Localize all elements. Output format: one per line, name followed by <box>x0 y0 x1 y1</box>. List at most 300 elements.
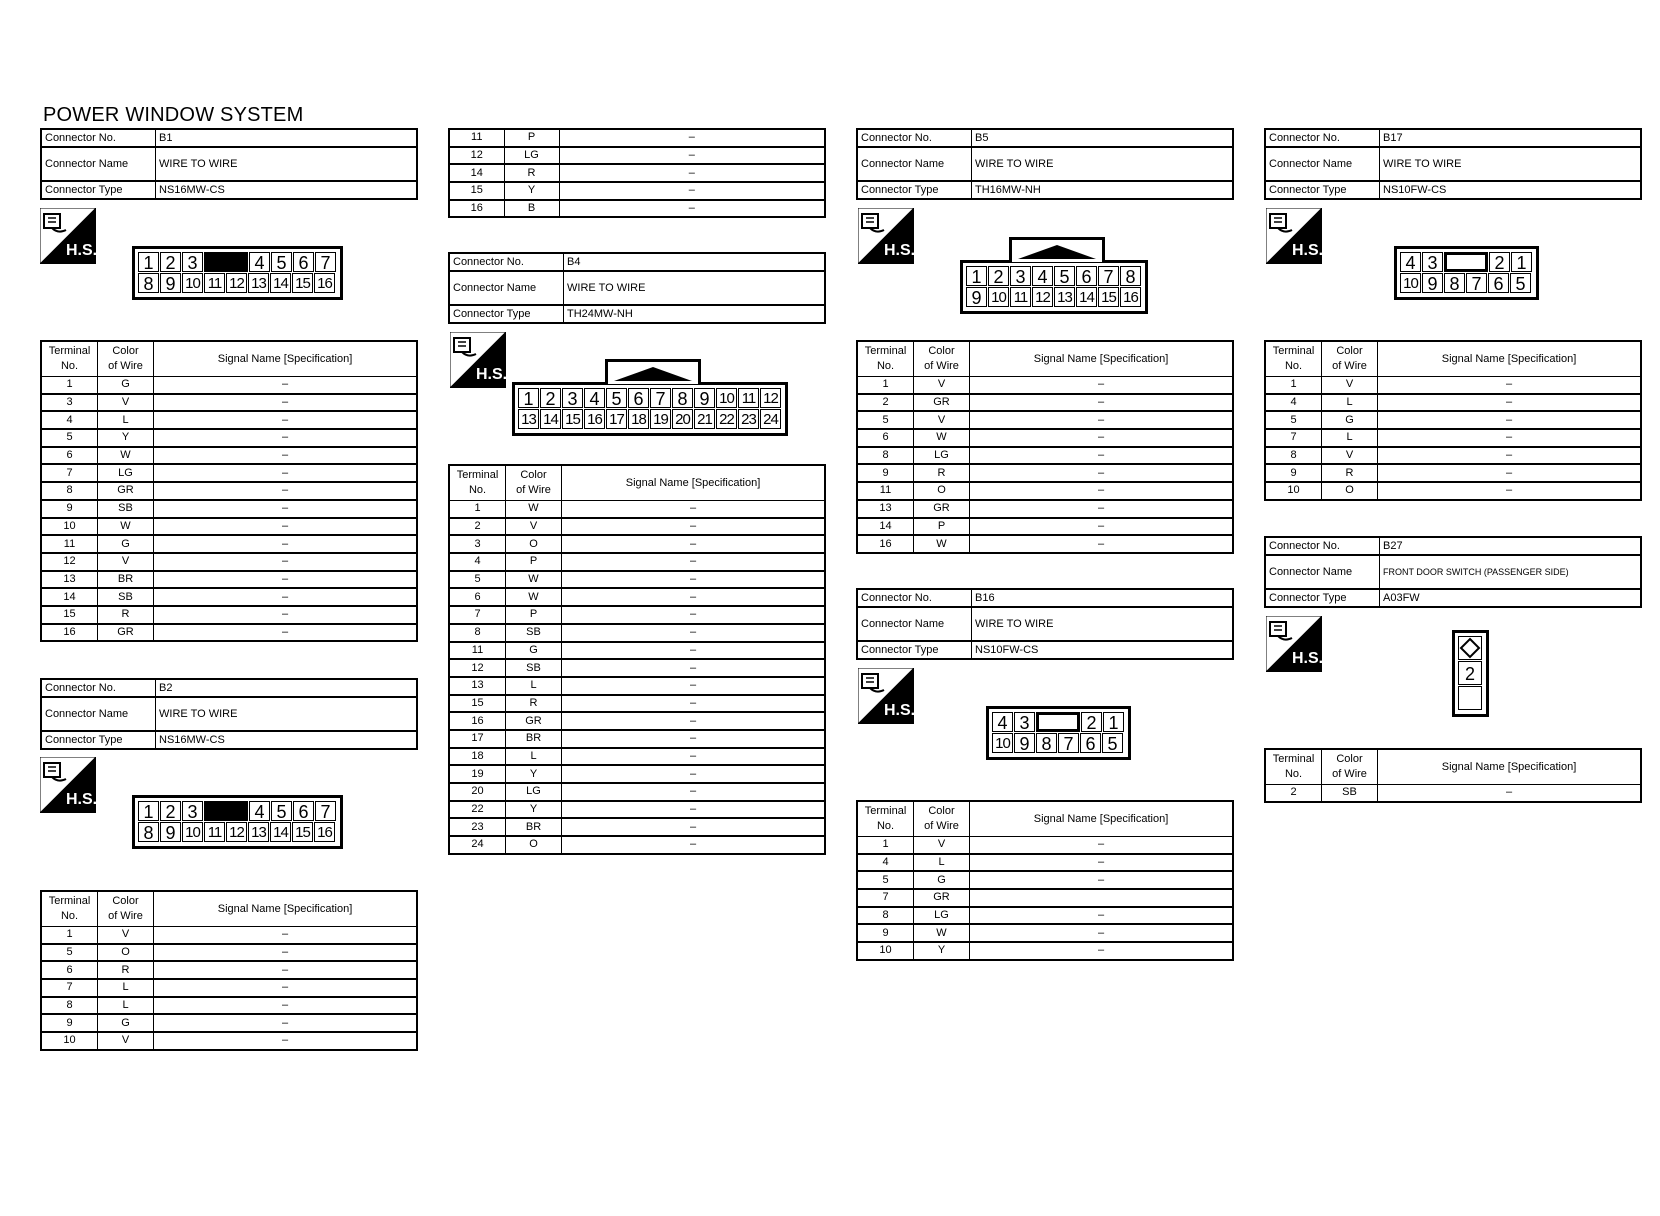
table-row <box>449 642 825 660</box>
connector-face-b2 <box>132 795 343 849</box>
table-row <box>449 129 825 147</box>
connector-pin: 12 <box>226 273 247 293</box>
terminal-no: 11 <box>449 129 504 147</box>
connector-pin: 16 <box>314 273 335 293</box>
wire-color: G <box>914 871 970 889</box>
connector-pin <box>204 801 248 821</box>
signal-name: – <box>1378 429 1642 447</box>
keying-diamond-icon <box>1458 636 1482 660</box>
connector-pin: 23 <box>738 409 759 429</box>
table-row <box>449 606 825 624</box>
signal-name: – <box>154 1014 418 1032</box>
wire-color: O <box>506 836 562 854</box>
connector-pin: 1 <box>138 252 159 272</box>
connector-name-value: WIRE TO WIRE <box>972 147 1234 181</box>
signal-name: – <box>154 464 418 482</box>
connector-pin: 6 <box>1076 266 1097 286</box>
connector-header-b16 <box>856 588 1234 660</box>
signal-name: – <box>970 411 1234 429</box>
table-row <box>449 730 825 748</box>
table-row <box>449 624 825 642</box>
terminal-no: 1 <box>857 837 914 854</box>
table-row <box>857 871 1233 889</box>
signal-name-header: Signal Name [Specification] <box>1378 749 1642 785</box>
terminal-no: 1 <box>1265 377 1322 394</box>
wire-color: L <box>98 997 154 1015</box>
connector-pin: 9 <box>160 822 181 842</box>
connector-no-value: B2 <box>156 679 418 697</box>
connector-no-label: Connector No. <box>857 589 972 607</box>
terminal-no: 16 <box>449 200 504 218</box>
signal-name: – <box>970 924 1234 942</box>
harness-side-icon <box>858 668 914 724</box>
connector-pin: 1 <box>966 266 987 286</box>
table-row <box>41 1032 417 1050</box>
table-row <box>41 997 417 1015</box>
terminal-no: 19 <box>449 765 506 783</box>
table-row <box>1265 377 1641 394</box>
signal-name: – <box>562 836 826 854</box>
connector-type-label: Connector Type <box>1265 181 1380 199</box>
table-row <box>41 624 417 642</box>
connector-pin: 7 <box>1058 733 1079 753</box>
table-row <box>449 571 825 589</box>
table-row <box>857 464 1233 482</box>
terminal-no: 5 <box>449 571 506 589</box>
table-row <box>41 588 417 606</box>
connector-pin: 8 <box>1036 733 1057 753</box>
signal-name: – <box>559 164 825 182</box>
signal-name: – <box>562 677 826 695</box>
harness-side-icon <box>40 208 96 264</box>
connector-pin: 3 <box>182 252 203 272</box>
wire-color: Y <box>506 801 562 819</box>
terminal-no: 14 <box>449 164 504 182</box>
wire-color: R <box>506 695 562 713</box>
signal-name: – <box>970 394 1234 412</box>
wire-color: R <box>98 961 154 979</box>
terminal-no: 14 <box>857 518 914 536</box>
signal-name-header: Signal Name [Specification] <box>970 341 1234 377</box>
signal-name: – <box>1378 394 1642 412</box>
connector-pin: 14 <box>1076 287 1097 307</box>
terminal-no-header: Terminal No. <box>449 465 506 501</box>
wire-color: LG <box>506 783 562 801</box>
wire-color: V <box>98 394 154 412</box>
connector-pin: 2 <box>160 252 181 272</box>
terminal-no: 12 <box>449 147 504 165</box>
signal-name-header: Signal Name [Specification] <box>154 341 418 377</box>
connector-pin: 24 <box>760 409 781 429</box>
terminal-no: 11 <box>857 482 914 500</box>
terminal-table-b2 <box>40 890 418 1051</box>
connector-type-value: NS16MW-CS <box>156 181 418 199</box>
connector-type-label: Connector Type <box>41 731 156 749</box>
wire-color: W <box>914 924 970 942</box>
terminal-no: 4 <box>857 854 914 872</box>
table-row <box>449 553 825 571</box>
wire-color: GR <box>914 394 970 412</box>
wire-color: R <box>98 606 154 624</box>
connector-pin: 2 <box>540 388 561 408</box>
connector-type-value: TH16MW-NH <box>972 181 1234 199</box>
connector-pin: 5 <box>271 801 292 821</box>
table-row <box>1265 482 1641 500</box>
terminal-no: 13 <box>857 500 914 518</box>
wire-color: LG <box>98 464 154 482</box>
connector-pin <box>1444 252 1488 272</box>
wire-color: LG <box>914 907 970 925</box>
signal-name: – <box>562 624 826 642</box>
terminal-no: 18 <box>449 748 506 766</box>
table-row <box>449 695 825 713</box>
signal-name: – <box>154 961 418 979</box>
signal-name: – <box>562 553 826 571</box>
table-row <box>449 588 825 606</box>
table-row <box>449 164 825 182</box>
wire-color: L <box>506 748 562 766</box>
signal-name: – <box>562 730 826 748</box>
connector-pin: 10 <box>716 388 737 408</box>
table-row <box>1265 394 1641 412</box>
connector-pin: 8 <box>138 273 159 293</box>
wire-color: SB <box>506 624 562 642</box>
connector-no-value: B16 <box>972 589 1234 607</box>
terminal-table-b16 <box>856 800 1234 961</box>
signal-name: – <box>970 429 1234 447</box>
wire-color: L <box>98 411 154 429</box>
wire-color: V <box>914 377 970 394</box>
wire-color: V <box>1322 447 1378 465</box>
table-row <box>1265 429 1641 447</box>
wire-color: BR <box>506 818 562 836</box>
wire-color-header: Color of Wire <box>914 801 970 837</box>
terminal-no: 7 <box>41 464 98 482</box>
signal-name: – <box>562 501 826 518</box>
connector-header-b17 <box>1264 128 1642 200</box>
table-row <box>449 501 825 518</box>
terminal-no: 15 <box>449 695 506 713</box>
signal-name: – <box>559 182 825 200</box>
wire-color-header: Color of Wire <box>1322 341 1378 377</box>
terminal-no: 4 <box>449 553 506 571</box>
connector-pin: 6 <box>293 252 314 272</box>
table-row <box>41 535 417 553</box>
harness-side-icon <box>450 332 506 388</box>
terminal-no-header: Terminal No. <box>41 891 98 927</box>
connector-no-label: Connector No. <box>41 129 156 147</box>
connector-type-label: Connector Type <box>1265 589 1380 607</box>
connector-pin: 10 <box>992 733 1013 753</box>
terminal-no: 9 <box>1265 464 1322 482</box>
connector-pin: 2 <box>1489 252 1510 272</box>
wire-color: G <box>506 642 562 660</box>
table-row <box>449 535 825 553</box>
terminal-no-header: Terminal No. <box>857 341 914 377</box>
signal-name: – <box>970 377 1234 394</box>
table-row <box>41 482 417 500</box>
connector-pin: 14 <box>270 822 291 842</box>
connector-type-label: Connector Type <box>449 305 564 323</box>
connector-pin: 5 <box>271 252 292 272</box>
connector-pin <box>1036 712 1080 732</box>
terminal-no: 24 <box>449 836 506 854</box>
terminal-no: 2 <box>857 394 914 412</box>
wire-color: P <box>504 129 559 147</box>
wire-color-header: Color of Wire <box>506 465 562 501</box>
connector-type-value: NS16MW-CS <box>156 731 418 749</box>
wire-color: O <box>1322 482 1378 500</box>
terminal-no-header: Terminal No. <box>857 801 914 837</box>
terminal-no: 9 <box>41 500 98 518</box>
connector-pin: 1 <box>518 388 539 408</box>
wire-color: L <box>914 854 970 872</box>
connector-pin: 3 <box>562 388 583 408</box>
wire-color: R <box>1322 464 1378 482</box>
connector-pin: 11 <box>1010 287 1031 307</box>
terminal-no: 5 <box>41 944 98 962</box>
signal-name: – <box>154 377 418 394</box>
connector-pin: 16 <box>584 409 605 429</box>
connector-no-label: Connector No. <box>1265 537 1380 555</box>
signal-name: – <box>1378 377 1642 394</box>
connector-pin: 5 <box>1102 733 1123 753</box>
connector-pin: 5 <box>1054 266 1075 286</box>
table-row <box>449 783 825 801</box>
wire-color: W <box>506 571 562 589</box>
connector-name-label: Connector Name <box>449 271 564 305</box>
table-row <box>41 464 417 482</box>
wire-color: SB <box>98 588 154 606</box>
connector-type-value: NS10FW-CS <box>972 641 1234 659</box>
connector-pin: 5 <box>1510 273 1531 293</box>
terminal-no: 17 <box>449 730 506 748</box>
table-row <box>41 411 417 429</box>
table-row <box>449 677 825 695</box>
table-row <box>449 748 825 766</box>
signal-name: – <box>562 518 826 536</box>
connector-pin: 22 <box>716 409 737 429</box>
wire-color: W <box>914 429 970 447</box>
terminal-no: 5 <box>857 871 914 889</box>
wire-color: LG <box>504 147 559 165</box>
signal-name: – <box>154 411 418 429</box>
table-row <box>857 482 1233 500</box>
connector-pin: 13 <box>248 273 269 293</box>
table-row <box>857 907 1233 925</box>
signal-name: – <box>970 464 1234 482</box>
table-row <box>1265 464 1641 482</box>
table-row <box>449 182 825 200</box>
connector-pin: 7 <box>1098 266 1119 286</box>
connector-name-value: WIRE TO WIRE <box>972 607 1234 641</box>
terminal-no: 9 <box>41 1014 98 1032</box>
wire-color: Y <box>98 429 154 447</box>
table-row <box>857 889 1233 907</box>
connector-name-label: Connector Name <box>41 147 156 181</box>
harness-side-icon <box>1266 208 1322 264</box>
wire-color: SB <box>1322 785 1378 802</box>
terminal-no: 20 <box>449 783 506 801</box>
connector-type-label: Connector Type <box>857 641 972 659</box>
connector-pin: 15 <box>292 822 313 842</box>
signal-name: – <box>562 801 826 819</box>
connector-type-label: Connector Type <box>857 181 972 199</box>
connector-pin: 7 <box>1466 273 1487 293</box>
signal-name: – <box>562 642 826 660</box>
terminal-no: 9 <box>857 464 914 482</box>
connector-name-label: Connector Name <box>1265 147 1380 181</box>
page-title: POWER WINDOW SYSTEM <box>43 104 304 126</box>
connector-pin: 3 <box>1422 252 1443 272</box>
signal-name: – <box>154 927 418 944</box>
table-row <box>41 571 417 589</box>
connector-face-b27 <box>1452 630 1489 717</box>
connector-pin: 8 <box>1444 273 1465 293</box>
terminal-no: 2 <box>1265 785 1322 802</box>
terminal-no: 1 <box>41 377 98 394</box>
harness-side-label: H.S. <box>476 366 508 383</box>
connector-no-value: B17 <box>1380 129 1642 147</box>
table-row <box>857 837 1233 854</box>
harness-side-label: H.S. <box>884 242 916 259</box>
table-row <box>41 927 417 944</box>
terminal-no: 1 <box>41 927 98 944</box>
terminal-no-header: Terminal No. <box>1265 341 1322 377</box>
connector-no-value: B5 <box>972 129 1234 147</box>
connector-pin: 15 <box>1098 287 1119 307</box>
connector-pin: 17 <box>606 409 627 429</box>
wire-color: BR <box>98 571 154 589</box>
connector-pin: 7 <box>315 801 336 821</box>
wire-color: Y <box>914 942 970 960</box>
connector-no-label: Connector No. <box>41 679 156 697</box>
signal-name: – <box>1378 464 1642 482</box>
connector-header-b1 <box>40 128 418 200</box>
terminal-no: 13 <box>449 677 506 695</box>
signal-name: – <box>970 447 1234 465</box>
connector-pin: 4 <box>584 388 605 408</box>
connector-name-label: Connector Name <box>857 147 972 181</box>
connector-name-value: FRONT DOOR SWITCH (PASSENGER SIDE) <box>1380 555 1642 589</box>
terminal-table-b5 <box>856 340 1234 554</box>
signal-name-header: Signal Name [Specification] <box>154 891 418 927</box>
table-row <box>449 200 825 218</box>
signal-name: – <box>970 871 1234 889</box>
wire-color: BR <box>506 730 562 748</box>
connector-pin: 6 <box>1488 273 1509 293</box>
terminal-no: 8 <box>449 624 506 642</box>
connector-pin: 1 <box>1511 252 1532 272</box>
connector-pin: 6 <box>628 388 649 408</box>
connector-pin: 20 <box>672 409 693 429</box>
connector-no-label: Connector No. <box>857 129 972 147</box>
wire-color: V <box>98 553 154 571</box>
connector-pin: 3 <box>1010 266 1031 286</box>
connector-latch <box>605 359 701 384</box>
connector-no-label: Connector No. <box>1265 129 1380 147</box>
connector-header-b5 <box>856 128 1234 200</box>
terminal-no: 8 <box>41 482 98 500</box>
wire-color: Y <box>506 765 562 783</box>
connector-pin: 12 <box>760 388 781 408</box>
terminal-no: 8 <box>41 997 98 1015</box>
terminal-no: 15 <box>449 182 504 200</box>
wire-color: G <box>1322 411 1378 429</box>
connector-pin: 16 <box>1120 287 1141 307</box>
terminal-no: 16 <box>449 712 506 730</box>
wire-color: W <box>506 588 562 606</box>
signal-name: – <box>559 147 825 165</box>
table-row <box>857 942 1233 960</box>
signal-name: – <box>970 500 1234 518</box>
signal-name: – <box>970 907 1234 925</box>
signal-name: – <box>154 606 418 624</box>
table-row <box>41 606 417 624</box>
connector-pin: 9 <box>966 287 987 307</box>
wire-color-header: Color of Wire <box>914 341 970 377</box>
connector-pin: 18 <box>628 409 649 429</box>
table-row <box>41 500 417 518</box>
terminal-no: 6 <box>857 429 914 447</box>
wire-color: LG <box>914 447 970 465</box>
terminal-no: 8 <box>857 447 914 465</box>
terminal-no: 10 <box>1265 482 1322 500</box>
table-row <box>41 518 417 536</box>
wire-color: GR <box>914 889 970 907</box>
harness-side-icon <box>1266 616 1322 672</box>
table-row <box>857 411 1233 429</box>
signal-name: – <box>154 429 418 447</box>
table-row <box>41 1014 417 1032</box>
signal-name: – <box>1378 411 1642 429</box>
table-row <box>857 924 1233 942</box>
terminal-no: 1 <box>857 377 914 394</box>
signal-name: – <box>154 394 418 412</box>
wire-color: GR <box>506 712 562 730</box>
connector-pin: 12 <box>226 822 247 842</box>
wire-color: R <box>914 464 970 482</box>
terminal-no: 22 <box>449 801 506 819</box>
signal-name: – <box>1378 785 1642 802</box>
connector-pin: 5 <box>606 388 627 408</box>
table-row <box>449 712 825 730</box>
signal-name: – <box>154 1032 418 1050</box>
table-row <box>41 979 417 997</box>
connector-face-b16 <box>986 706 1131 760</box>
terminal-table-b1 <box>40 340 418 642</box>
connector-type-label: Connector Type <box>41 181 156 199</box>
terminal-no: 7 <box>1265 429 1322 447</box>
signal-name: – <box>154 588 418 606</box>
connector-pin: 21 <box>694 409 715 429</box>
connector-pin: 8 <box>672 388 693 408</box>
connector-pin: 2 <box>988 266 1009 286</box>
terminal-no: 16 <box>857 535 914 553</box>
table-row <box>41 429 417 447</box>
connector-pin: 14 <box>270 273 291 293</box>
connector-pin: 2 <box>1458 661 1482 685</box>
connector-header-b27 <box>1264 536 1642 608</box>
table-row <box>857 377 1233 394</box>
table-row <box>857 854 1233 872</box>
terminal-no: 12 <box>41 553 98 571</box>
wire-color: P <box>914 518 970 536</box>
connector-pin: 11 <box>204 822 225 842</box>
harness-side-label: H.S. <box>66 242 98 259</box>
signal-name: – <box>562 606 826 624</box>
terminal-no: 23 <box>449 818 506 836</box>
